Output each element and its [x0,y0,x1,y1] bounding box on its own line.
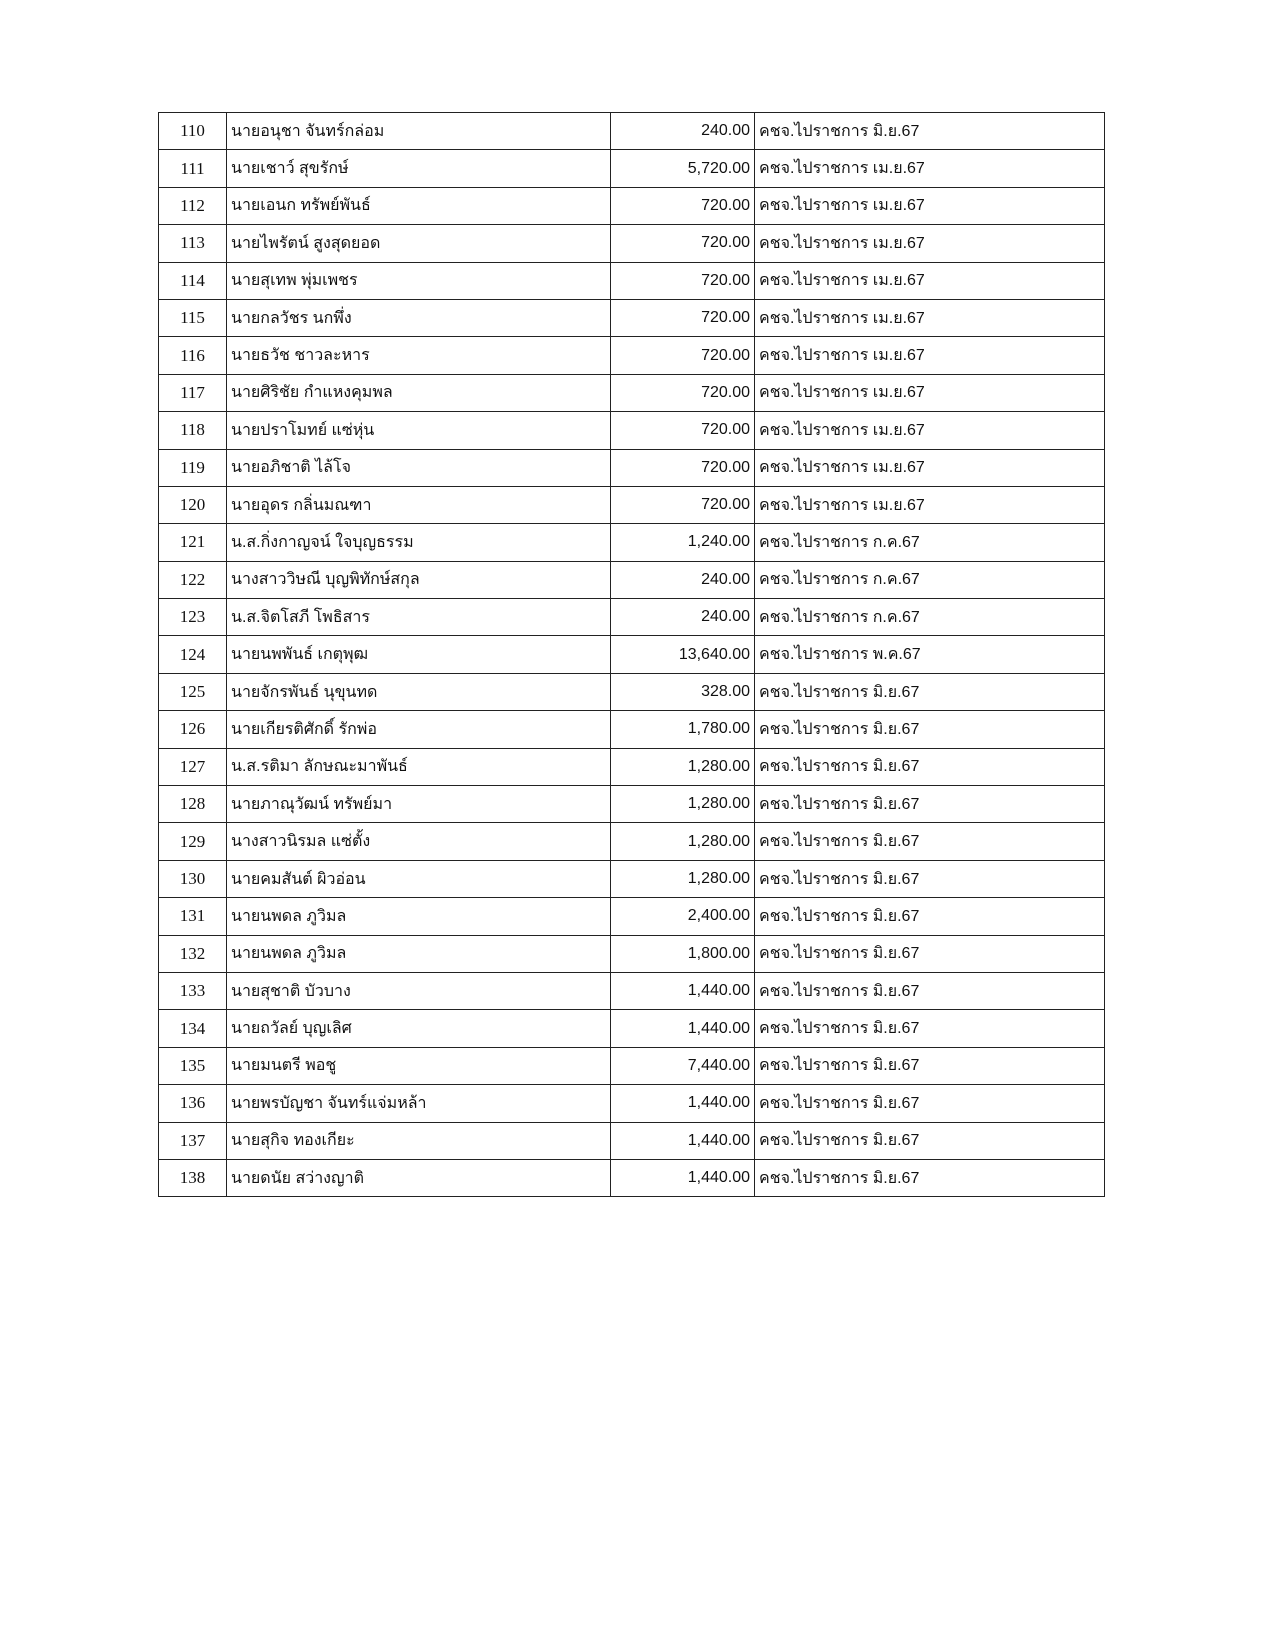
remark: คชจ.ไปราชการ ก.ค.67 [755,561,1105,598]
remark: คชจ.ไปราชการ เม.ย.67 [755,449,1105,486]
row-number: 117 [159,374,227,411]
payee-name: นายอุดร กลิ่นมณฑา [227,486,611,523]
row-number: 125 [159,673,227,710]
row-number: 118 [159,412,227,449]
payee-name: นายธวัช ชาวละหาร [227,337,611,374]
table-row [159,636,1105,673]
remark: คชจ.ไปราชการ เม.ย.67 [755,262,1105,299]
payee-name: นายเกียรติศักดิ์ รักพ่อ [227,711,611,748]
remark: คชจ.ไปราชการ มิ.ย.67 [755,711,1105,748]
amount: 7,440.00 [611,1047,755,1084]
remark: คชจ.ไปราชการ มิ.ย.67 [755,860,1105,897]
payee-name: นายพรบัญชา จันทร์แจ่มหล้า [227,1085,611,1122]
remark: คชจ.ไปราชการ เม.ย.67 [755,225,1105,262]
table-row [159,337,1105,374]
amount: 1,440.00 [611,1085,755,1122]
amount: 240.00 [611,561,755,598]
table-row [159,1010,1105,1047]
remark: คชจ.ไปราชการ เม.ย.67 [755,412,1105,449]
payee-name: นายดนัย สว่างญาติ [227,1159,611,1196]
row-number: 133 [159,972,227,1009]
table-row [159,412,1105,449]
table-row [159,711,1105,748]
amount: 720.00 [611,449,755,486]
table-row [159,1159,1105,1196]
remark: คชจ.ไปราชการ ก.ค.67 [755,599,1105,636]
remark: คชจ.ไปราชการ มิ.ย.67 [755,1010,1105,1047]
table-row [159,150,1105,187]
table-row [159,860,1105,897]
row-number: 138 [159,1159,227,1196]
row-number: 121 [159,524,227,561]
payee-name: นายไพรัตน์ สูงสุดยอด [227,225,611,262]
row-number: 128 [159,786,227,823]
payment-table-body [159,113,1105,1197]
payee-name: นายจักรพันธ์ นุขุนทด [227,673,611,710]
payee-name: นายศิริชัย กำแหงคุมพล [227,374,611,411]
remark: คชจ.ไปราชการ มิ.ย.67 [755,673,1105,710]
payee-name: นายภาณุวัฒน์ ทรัพย์มา [227,786,611,823]
remark: คชจ.ไปราชการ มิ.ย.67 [755,823,1105,860]
payee-name: นายสุชาติ บัวบาง [227,972,611,1009]
table-row [159,972,1105,1009]
payee-name: นายเอนก ทรัพย์พันธ์ [227,187,611,224]
table-row [159,673,1105,710]
payee-name: นางสาวนิรมล แซ่ตั้ง [227,823,611,860]
remark: คชจ.ไปราชการ มิ.ย.67 [755,1159,1105,1196]
row-number: 122 [159,561,227,598]
amount: 1,440.00 [611,1010,755,1047]
amount: 13,640.00 [611,636,755,673]
remark: คชจ.ไปราชการ เม.ย.67 [755,299,1105,336]
table-row [159,1047,1105,1084]
remark: คชจ.ไปราชการ เม.ย.67 [755,187,1105,224]
payee-name: นายคมสันต์ ผิวอ่อน [227,860,611,897]
row-number: 136 [159,1085,227,1122]
remark: คชจ.ไปราชการ มิ.ย.67 [755,1047,1105,1084]
remark: คชจ.ไปราชการ เม.ย.67 [755,486,1105,523]
table-row [159,1085,1105,1122]
table-row [159,225,1105,262]
row-number: 119 [159,449,227,486]
table-row [159,262,1105,299]
remark: คชจ.ไปราชการ มิ.ย.67 [755,1085,1105,1122]
table-row [159,898,1105,935]
table-row [159,823,1105,860]
table-row [159,524,1105,561]
amount: 720.00 [611,225,755,262]
table-row [159,786,1105,823]
payment-table [158,112,1105,1197]
table-row [159,299,1105,336]
table-row [159,187,1105,224]
remark: คชจ.ไปราชการ มิ.ย.67 [755,935,1105,972]
remark: คชจ.ไปราชการ มิ.ย.67 [755,1122,1105,1159]
amount: 1,440.00 [611,972,755,1009]
amount: 720.00 [611,412,755,449]
amount: 1,280.00 [611,786,755,823]
row-number: 129 [159,823,227,860]
row-number: 132 [159,935,227,972]
payee-name: นายอภิชาติ ไล้โจ [227,449,611,486]
amount: 720.00 [611,486,755,523]
amount: 240.00 [611,599,755,636]
amount: 1,280.00 [611,823,755,860]
amount: 720.00 [611,374,755,411]
row-number: 124 [159,636,227,673]
remark: คชจ.ไปราชการ เม.ย.67 [755,337,1105,374]
row-number: 123 [159,599,227,636]
payee-name: น.ส.รติมา ลักษณะมาพันธ์ [227,748,611,785]
payee-name: นายสุเทพ พุ่มเพชร [227,262,611,299]
amount: 720.00 [611,262,755,299]
payee-name: นายปราโมทย์ แซ่หุ่น [227,412,611,449]
payee-name: นายอนุชา จันทร์กล่อม [227,113,611,150]
amount: 720.00 [611,337,755,374]
row-number: 111 [159,150,227,187]
payee-name: น.ส.จิตโสภี โพธิสาร [227,599,611,636]
table-row [159,599,1105,636]
payee-name: นางสาววิษณี บุญพิทักษ์สกุล [227,561,611,598]
remark: คชจ.ไปราชการ มิ.ย.67 [755,786,1105,823]
payee-name: นายนพพันธ์ เกตุพุฒ [227,636,611,673]
remark: คชจ.ไปราชการ มิ.ย.67 [755,972,1105,1009]
table-row [159,486,1105,523]
amount: 1,780.00 [611,711,755,748]
row-number: 137 [159,1122,227,1159]
amount: 1,280.00 [611,748,755,785]
payee-name: น.ส.กิ่งกาญจน์ ใจบุญธรรม [227,524,611,561]
table-row [159,113,1105,150]
row-number: 110 [159,113,227,150]
table-row [159,561,1105,598]
amount: 5,720.00 [611,150,755,187]
payee-name: นายกลวัชร นกพึ่ง [227,299,611,336]
remark: คชจ.ไปราชการ มิ.ย.67 [755,113,1105,150]
remark: คชจ.ไปราชการ มิ.ย.67 [755,898,1105,935]
payee-name: นายนพดล ภูวิมล [227,898,611,935]
row-number: 113 [159,225,227,262]
amount: 720.00 [611,187,755,224]
table-row [159,748,1105,785]
row-number: 135 [159,1047,227,1084]
payee-name: นายถวัลย์ บุญเลิศ [227,1010,611,1047]
row-number: 130 [159,860,227,897]
payee-name: นายมนตรี พอชู [227,1047,611,1084]
remark: คชจ.ไปราชการ มิ.ย.67 [755,748,1105,785]
row-number: 126 [159,711,227,748]
amount: 1,440.00 [611,1122,755,1159]
remark: คชจ.ไปราชการ เม.ย.67 [755,150,1105,187]
amount: 2,400.00 [611,898,755,935]
payee-name: นายนพดล ภูวิมล [227,935,611,972]
amount: 1,240.00 [611,524,755,561]
row-number: 127 [159,748,227,785]
amount: 328.00 [611,673,755,710]
remark: คชจ.ไปราชการ พ.ค.67 [755,636,1105,673]
row-number: 116 [159,337,227,374]
table-row [159,449,1105,486]
row-number: 131 [159,898,227,935]
row-number: 120 [159,486,227,523]
row-number: 114 [159,262,227,299]
payee-name: นายสุกิจ ทองเกียะ [227,1122,611,1159]
payee-name: นายเชาว์ สุขรักษ์ [227,150,611,187]
table-row [159,374,1105,411]
remark: คชจ.ไปราชการ เม.ย.67 [755,374,1105,411]
row-number: 115 [159,299,227,336]
amount: 240.00 [611,113,755,150]
row-number: 134 [159,1010,227,1047]
table-row [159,1122,1105,1159]
amount: 1,280.00 [611,860,755,897]
amount: 720.00 [611,299,755,336]
row-number: 112 [159,187,227,224]
amount: 1,440.00 [611,1159,755,1196]
remark: คชจ.ไปราชการ ก.ค.67 [755,524,1105,561]
amount: 1,800.00 [611,935,755,972]
table-row [159,935,1105,972]
